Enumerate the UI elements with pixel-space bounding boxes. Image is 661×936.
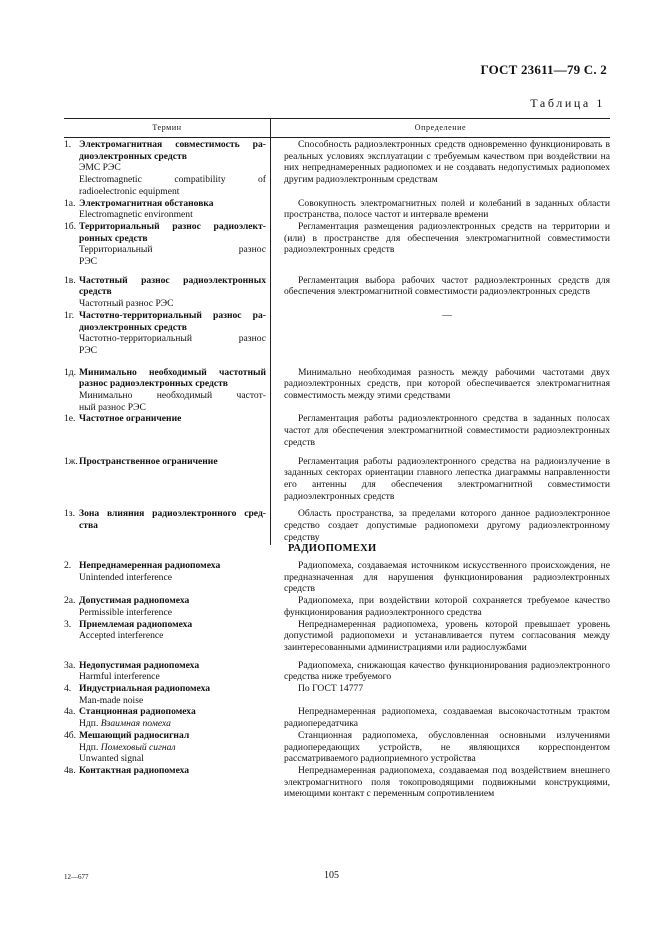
deprecated-label: Ндп. <box>79 741 99 753</box>
definition-text: Радиопомеха, при воздействии которой сохраняется требуемое качество функционирования радиоэлектронного средства <box>284 595 610 618</box>
table-header <box>64 118 610 138</box>
term-cell <box>64 730 270 765</box>
term-name: Индустриальная радиопомеха <box>79 683 211 695</box>
column-header-term: Термин <box>152 123 182 132</box>
document-code: ГОСТ 23611—79 С. 2 <box>480 62 607 77</box>
term-english: Unwanted signal <box>79 753 144 765</box>
definition-text: Непреднамеренная радиопомеха, создаваемая под воздействием внешнего электромагнитного поля токопроводящими подвижными конструкциями, имеющими контакт с переменным сопротивлением <box>284 764 610 800</box>
term-cell <box>64 765 270 800</box>
term-number: 1в. <box>64 274 76 286</box>
term-name: диоэлектронных средств <box>79 150 187 162</box>
term-cell <box>64 275 270 310</box>
term-short-form: РЭС <box>79 344 98 356</box>
definition-cell <box>270 275 610 310</box>
table-row <box>64 683 610 706</box>
table-row <box>64 413 610 448</box>
term-short-form: РЭС <box>79 256 98 268</box>
term-name: Недопустимая радиопомеха <box>79 659 200 671</box>
deprecated-term <box>79 718 266 730</box>
page-number: 105 <box>324 870 339 881</box>
table-row <box>64 221 610 268</box>
term-number: 2. <box>64 560 72 571</box>
term-number: 3а. <box>64 659 76 671</box>
table-row <box>64 456 610 503</box>
definition-cell <box>270 560 610 595</box>
table-row <box>64 310 610 357</box>
term-number: 1г. <box>64 309 75 321</box>
term-name: Электромагнитная обстановка <box>79 197 214 209</box>
term-cell <box>64 198 270 221</box>
term-number: 2а. <box>64 595 76 607</box>
table-body-part1 <box>64 139 610 544</box>
definition-cell <box>270 683 610 706</box>
definition-text: Регламентация работы радиоэлектронного средства на радиоизлучение в заданных секторах ориентации главного лепестка диаграммы направленности его антенны для обеспечения электромагнитной совместимости радиоэлектронных средств <box>284 455 610 502</box>
term-number: 1ж. <box>64 455 78 467</box>
term-english: Man-made noise <box>79 694 144 706</box>
table-row <box>64 765 610 800</box>
term-english: Harmful interference <box>79 671 160 683</box>
definition-text: Регламентация выбора рабочих частот радиоэлектронных средств для обеспечения электромагнитной совместимости радиоэлектронных средств <box>284 274 610 298</box>
term-name: Непреднамеренная радиопомеха <box>79 560 221 571</box>
term-name: Частотное ограничение <box>79 413 182 425</box>
term-number: 4б. <box>64 729 77 741</box>
definition-cell <box>270 660 610 683</box>
column-header-definition: Определение <box>414 123 467 132</box>
term-cell <box>64 706 270 729</box>
table-row <box>64 706 610 729</box>
term-name: ронных средств <box>79 232 148 244</box>
term-name: ства <box>79 520 98 532</box>
table-label: Таблица 1 <box>530 96 605 110</box>
definition-text: Радиопомеха, создаваемая источником искусственного происхождения, не предназначенная для нарушения функционирования радиоэлектронных средств <box>284 560 610 595</box>
term-cell <box>64 683 270 706</box>
term-cell <box>64 619 270 654</box>
definition-cell <box>270 198 610 221</box>
print-code: 12—677 <box>64 873 89 881</box>
deprecated-label: Ндп. <box>79 718 99 730</box>
table-row <box>64 730 610 765</box>
term-cell <box>64 139 270 198</box>
term-name: Минимально необходимый частотный <box>79 366 266 378</box>
definition-cell <box>270 765 610 800</box>
definition-text: Совокупность электромагнитных полей и колебаний в заданных области пространства, полосе частот и интервале времени <box>284 197 610 221</box>
definition-cell <box>270 413 610 448</box>
table-row <box>64 198 610 221</box>
definition-cell <box>270 310 610 357</box>
table-row <box>64 275 610 310</box>
definition-cell <box>270 706 610 729</box>
term-cell <box>64 660 270 683</box>
term-name: Контактная радиопомеха <box>79 764 190 776</box>
term-number: 1. <box>64 139 72 150</box>
table-row <box>64 508 610 543</box>
table-row <box>64 367 610 414</box>
term-english: Permissible interference <box>79 606 172 618</box>
term-short-form: Частотно-территориальный разнос <box>79 333 266 345</box>
definition-text: Способность радиоэлектронных средств одновременно функционировать в реальных условиях эксплуатации с требуемым качеством при воздействии на них непреднамеренных радиопомех и не создавать недопустимых радиопомех другим радиоэлектронным средствам <box>284 139 610 186</box>
definition-text: — <box>442 309 452 321</box>
term-number: 1е. <box>64 413 76 425</box>
table-row <box>64 660 610 683</box>
definition-text: Регламентация размещения радиоэлектронных средств на территории и (или) в пространстве для обеспечения электромагнитной совместимости радиоэлектронных средств <box>284 220 610 256</box>
term-english: radioelectronic equipment <box>79 185 180 197</box>
definition-cell <box>270 508 610 543</box>
term-number: 1д. <box>64 366 77 378</box>
term-name: разнос радиоэлектронных средств <box>79 378 228 390</box>
definition-text: Непреднамеренная радиопомеха, уровень которой превышает уровень допустимой радиопомехи и устанавливается путем согласования между заинтересованными администрациями или радиослужбами <box>284 618 610 653</box>
term-cell <box>64 560 270 595</box>
definition-cell <box>270 367 610 414</box>
definition-text: Непреднамеренная радиопомеха, создаваемая высокочастотным трактом радиопередатчика <box>284 706 610 730</box>
term-name: Пространственное ограничение <box>79 455 218 467</box>
term-short-form: ный разнос РЭС <box>79 401 146 413</box>
term-name: Территориальный разнос радиоэлект- <box>79 220 266 232</box>
term-number: 4в. <box>64 764 76 776</box>
term-english: Accepted interference <box>79 630 164 642</box>
definition-text: Область пространства, за пределами которого данное радиоэлектронное средство создает допустимые радиопомехи другому радиоэлектронному средству <box>284 508 610 543</box>
definition-text: По ГОСТ 14777 <box>298 683 364 695</box>
term-name: Приемлемая радиопомеха <box>79 618 193 630</box>
term-short-form: Частотный разнос РЭС <box>79 298 174 310</box>
table-row <box>64 595 610 618</box>
term-english: Electromagnetic environment <box>79 209 193 221</box>
term-english: Unintended interference <box>79 571 172 583</box>
term-number: 4а. <box>64 706 76 718</box>
definition-cell <box>270 139 610 198</box>
term-cell <box>64 310 270 357</box>
term-name: Допустимая радиопомеха <box>79 595 190 607</box>
term-name: Зона влияния радиоэлектронного сред- <box>79 508 266 520</box>
term-name: Частотный разнос радиоэлектронных <box>79 274 266 286</box>
deprecated-term-name: Взаимная помеха <box>100 718 171 730</box>
deprecated-term-name: Помеховый сигнал <box>100 741 176 753</box>
table-row <box>64 560 610 595</box>
term-cell <box>64 367 270 414</box>
term-number: 1а. <box>64 197 76 209</box>
definition-cell <box>270 595 610 618</box>
definition-cell <box>270 221 610 268</box>
definition-text: Минимально необходимая разность между рабочими частотами двух радиоэлектронных средств, при которой обеспечивается электромагнитная совместимость между этими средствами <box>284 366 610 402</box>
term-cell <box>64 456 270 503</box>
term-english: Electromagnetic compatibility of <box>79 174 266 186</box>
term-number: 1з. <box>64 508 75 520</box>
term-number: 3. <box>64 618 72 630</box>
deprecated-term <box>79 742 266 754</box>
term-name: Станционная радиопомеха <box>79 706 196 718</box>
definition-text: Радиопомеха, снижающая качество функционирования радиоэлектронного средства ниже требуемого <box>284 659 610 683</box>
term-name: средств <box>79 286 112 298</box>
table-row <box>64 139 610 198</box>
term-cell <box>64 413 270 448</box>
definition-text: Станционная радиопомеха, обусловленная основными излучениями радиопередающих устройств, не являющихся корреспондентом рассматриваемого радиоприемного устройства <box>284 729 610 765</box>
term-number: 4. <box>64 683 72 695</box>
term-cell <box>64 508 270 543</box>
definition-text: Регламентация работы радиоэлектронного средства в заданных полосах частот для обеспечения электромагнитной совместимости радиоэлектронных средств <box>284 413 610 448</box>
term-number: 1б. <box>64 220 77 232</box>
term-abbreviation: ЭМС РЭС <box>79 162 121 174</box>
term-name: Частотно-территориальный разнос ра- <box>79 309 266 321</box>
section-title: РАДИОПОМЕХИ <box>288 543 377 554</box>
term-short-form: Минимально необходимый частот- <box>79 390 266 402</box>
term-name: диоэлектронных средств <box>79 321 187 333</box>
definition-cell <box>270 619 610 654</box>
term-cell <box>64 595 270 618</box>
term-name: Электромагнитная совместимость ра- <box>79 139 266 150</box>
term-name: Мешающий радиосигнал <box>79 729 190 741</box>
table-row <box>64 619 610 654</box>
term-short-form: Территориальный разнос <box>79 244 266 256</box>
definition-cell <box>270 730 610 765</box>
definition-cell <box>270 456 610 503</box>
term-cell <box>64 221 270 268</box>
table-body-part2 <box>64 560 610 800</box>
